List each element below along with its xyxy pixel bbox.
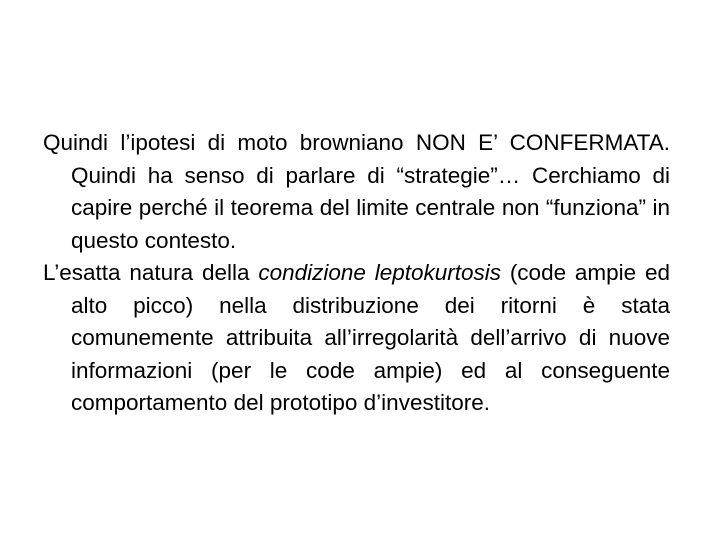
paragraph-text: (code ampie ed alto picco) nella distribuzione dei ritorni è stata comunemente attribuita all’irregolarità dell’arrivo di nuove informazioni (per le code ampie) ed al conseguente comportamento del prototipo d’investitore. xyxy=(71,260,671,415)
body-text xyxy=(43,127,670,420)
paragraph-text: L’esatta natura della xyxy=(43,260,259,285)
paragraph-text: Quindi l’ipotesi di moto browniano NON E’ CONFERMATA. Quindi ha senso di parlare di “strategie”… Cerchiamo di capire perché il teorema del limite centrale non “funziona” in questo contesto. xyxy=(43,130,670,253)
paragraph-leptokurtosis xyxy=(43,257,670,420)
italic-term: condizione leptokurtosis xyxy=(258,260,502,285)
paragraph-brownian-motion xyxy=(43,127,670,257)
